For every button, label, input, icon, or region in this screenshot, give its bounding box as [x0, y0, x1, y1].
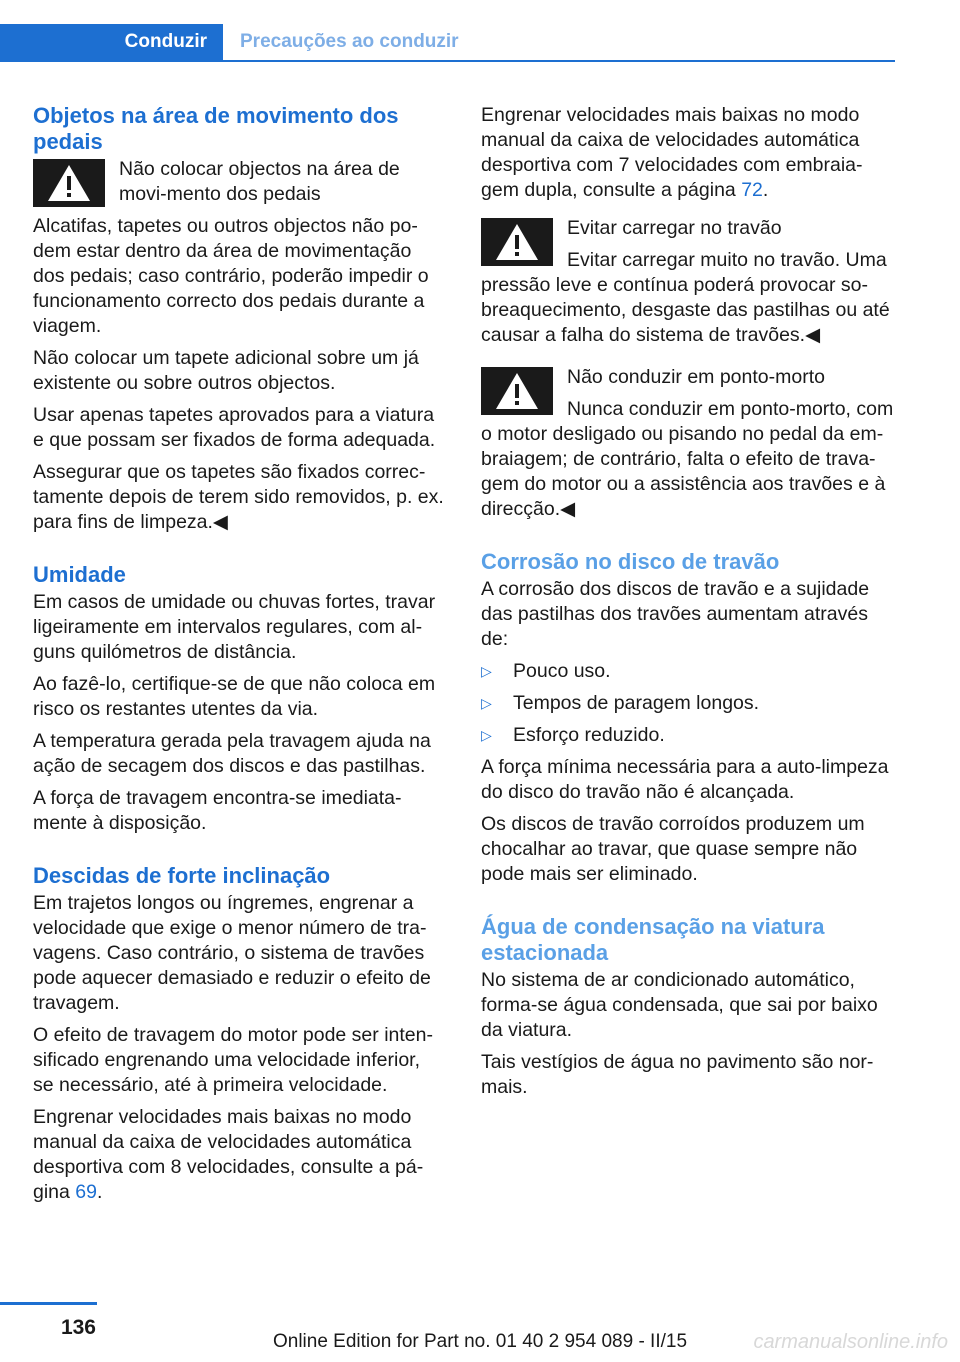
warning-ponto-morto — [481, 365, 895, 522]
bullet-list — [481, 659, 895, 748]
paragraph-text: . — [762, 179, 769, 201]
paragraph: Não colocar um tapete adicional sobre um já existente ou sobre outros objectos. — [33, 347, 419, 394]
warning-body: Evitar carregar muito no travão. Uma pressão leve e contínua poderá provocar so‐breaquecimento, desgaste das pastilhas ou até causar a falha do sistema de travões.◀ — [481, 249, 890, 346]
paragraph: Os discos de travão corroídos produzem um chocalhar ao travar, que quase sempre não pode mais ser eliminado. — [481, 813, 865, 885]
left-column — [33, 103, 445, 1212]
warning-title: Não conduzir em ponto-morto — [567, 366, 825, 388]
paragraph-text: Engrenar velocidades mais baixas no modo manual da caixa de velocidades automática desportiva com 7 velocidades com embraia‐gem dupla, consulte a página — [481, 104, 863, 201]
paragraph-text: . — [97, 1181, 103, 1203]
list-item-text: Pouco uso. — [513, 660, 611, 682]
heading-descidas: Descidas de forte inclinação — [33, 863, 331, 888]
page-link-72[interactable]: 72 — [741, 179, 763, 201]
paragraph: Em casos de umidade ou chuvas fortes, travar ligeiramente em intervalos regulares, com al‐guns quilómetros de distância. — [33, 591, 436, 663]
paragraph: Ao fazê-lo, certifique-se de que não coloca em risco os restantes utentes da via. — [33, 673, 436, 720]
heading-objetos-pedais: Objetos na área de movimento dos pedais — [33, 103, 399, 154]
paragraph: A força de travagem encontra-se imediata‐mente à disposição. — [33, 787, 402, 834]
list-item — [481, 659, 895, 684]
triangle-bullet-icon: ▷ — [481, 727, 492, 743]
header-bar — [0, 24, 895, 62]
paragraph: A temperatura gerada pela travagem ajuda na ação de secagem dos discos e das pastilhas. — [33, 730, 431, 777]
tab-precaucoes[interactable] — [240, 24, 459, 60]
paragraph: Usar apenas tapetes aprovados para a viatura e que possam ser fixados de forma adequada. — [33, 404, 436, 451]
page-number: 136 — [60, 1316, 96, 1339]
warning-carregar-travao — [481, 216, 895, 348]
warning-triangle-icon — [481, 367, 553, 415]
warning-title: Não colocar objectos na área de movi‐mento dos pedais — [119, 158, 400, 205]
paragraph: Tais vestígios de água no pavimento são nor‐mais. — [481, 1051, 874, 1098]
tab-conduzir-label: Conduzir — [124, 31, 207, 52]
header-rule — [0, 60, 895, 62]
triangle-bullet-icon: ▷ — [481, 663, 492, 679]
paragraph: A força mínima necessária para a auto-limpeza do disco do travão não é alcançada. — [481, 756, 889, 803]
triangle-bullet-icon: ▷ — [481, 695, 492, 711]
warning-triangle-icon — [33, 159, 105, 207]
paragraph: O efeito de travagem do motor pode ser inten‐sificado engrenando uma velocidade inferior, se necessário, até à primeira velocidade. — [33, 1024, 433, 1096]
paragraph: Em trajetos longos ou íngremes, engrenar a velocidade que exige o menor número de tra‐vagens. Caso contrário, o sistema de travões pode aquecer demasiado e reduzir o efeito de travagem. — [33, 892, 431, 1014]
paragraph-text: Engrenar velocidades mais baixas no modo manual da caixa de velocidades automática desportiva com 8 velocidades, consulte a pá‐gina — [33, 1106, 424, 1203]
tab-conduzir[interactable] — [0, 24, 223, 60]
watermark: carmanualsonline.info — [753, 1331, 948, 1353]
paragraph: No sistema de ar condicionado automático, forma-se água condensada, que sai por baixo da viatura. — [481, 969, 878, 1041]
edition-text: Online Edition for Part no. 01 40 2 954 089 - II/15 — [272, 1331, 688, 1352]
warning-body: Nunca conduzir em ponto-morto, com o motor desligado ou pisando no pedal da em‐braiagem; de contrário, falta o efeito de trava‐gem do motor ou a assistência aos travões e à direcção.◀ — [481, 398, 894, 520]
warning-title: Evitar carregar no travão — [567, 217, 782, 239]
page-link-69[interactable]: 69 — [75, 1181, 97, 1203]
heading-corrosao: Corrosão no disco de travão — [481, 549, 780, 574]
list-item — [481, 691, 895, 716]
paragraph — [481, 103, 895, 203]
list-item-text: Esforço reduzido. — [513, 724, 665, 746]
paragraph: A corrosão dos discos de travão e a sujidade das pastilhas dos travões aumentam através de: — [481, 578, 870, 650]
warning-body: Alcatifas, tapetes ou outros objectos não po‐dem estar dentro da área de movimentação dos pedais; caso contrário, poderão impedir o funcionamento correcto dos pedais durante a viagem. — [33, 215, 429, 337]
tab-precaucoes-label: Precauções ao conduzir — [240, 31, 459, 52]
warning-objectos-pedais — [33, 157, 445, 339]
footer-rule — [0, 1302, 97, 1305]
heading-agua-condensacao: Água de condensação na viatura estacionada — [481, 914, 825, 965]
list-item-text: Tempos de paragem longos. — [513, 692, 760, 714]
right-column — [481, 103, 895, 1107]
heading-umidade: Umidade — [33, 562, 126, 587]
list-item — [481, 723, 895, 748]
paragraph — [33, 1105, 445, 1205]
paragraph: Assegurar que os tapetes são fixados correc‐tamente depois de terem sido removidos, p. ex. para fins de limpeza.◀ — [33, 461, 444, 533]
warning-triangle-icon — [481, 218, 553, 266]
